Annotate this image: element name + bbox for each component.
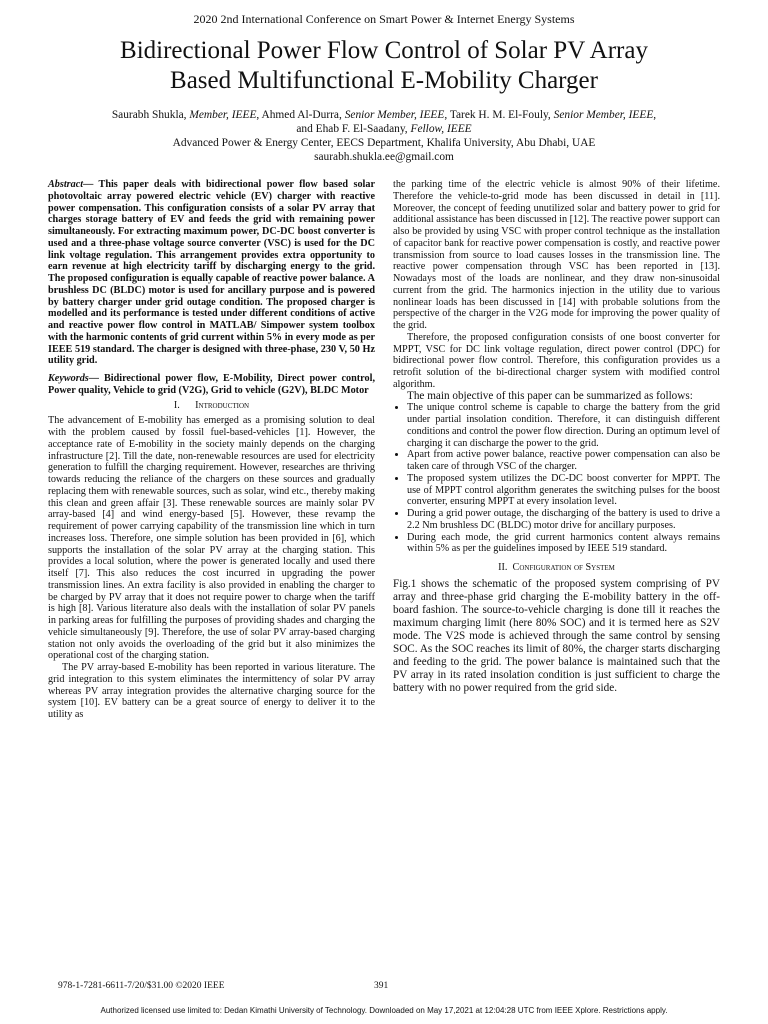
list-item: • During each mode, the grid current harmonics content always remains within 5% as per the guidelines imposed by IEEE 519 standard. (407, 532, 720, 556)
conference-name: 2020 2nd International Conference on Smart Power & Internet Energy Systems (193, 12, 575, 26)
affiliation: Advanced Power & Energy Center, EECS Department, Khalifa University, Abu Dhabi, UAE (172, 137, 596, 149)
author-separator: , (653, 109, 657, 121)
section-title: Introduction (195, 399, 250, 411)
left-column (48, 179, 375, 721)
abstract-dash: — (83, 179, 94, 190)
author-name: , Ahmed Al-Durra, (256, 109, 345, 121)
author-line-1 (40, 108, 728, 122)
license-notice: Authorized licensed use limited to: Dedan Kimathi University of Technology. Downloaded on May 17,2021 at 12:04:28 UTC from IEEE Xplore. Restrictions apply. (100, 1006, 668, 1015)
objectives-list (393, 402, 720, 555)
intro-paragraph-5: The main objective of this paper can be summarized as follows: (407, 389, 693, 402)
abstract-text: This paper deals with bidirectional power flow based solar photovoltaic array powered electric vehicle (EV) charger with reactive power compensation. This configuration consists of a solar PV array that charges storage battery of EV and feeds the grid with remaining power simultaneously. For extracting maximum power, DC-DC boost converter is used and a three-phase voltage source converter (VSC) is used for the DC link voltage regulation. This arrangement provides extra opportunity to earn revenue at high electricity tariff by discharging energy to the grid. The proposed configuration is equally capable of reactive power balance. A brushless DC (BLDC) motor is used for ancillary purpose and is powered by battery charger under grid outage condition. The proposed charger is modelled and its performance is tested under different conditions of active and reactive power flow control in MATLAB/ Simpower system toolbox with the harmonic contents of grid current within 5% in every mode as per IEEE 519 standard. The charger is designed with three-phase, 230 V, 50 Hz utility grid. (48, 179, 375, 367)
title-line-2: Based Multifunctional E-Mobility Charger (170, 67, 598, 94)
intro-paragraph-1: The advancement of E-mobility has emerged as a promising solution to deal with the problem caused by fossil fuel-based-vehicles [1]. However, the acceptance rate of E-mobility in the society mainly depends on the charging infrastructure [2]. Till the date, non-renewable resources are used for electricity generation to fulfill the charging requirement. However, researches are thriving towards reducing the reliance of the chargers on these sources and gradually replacing them with renewable sources, such as solar, wind etc., thereby making this clean and green affair [3]. These renewable sources are mainly solar PV array-based [4] and wind energy-based [5]. However, these revamp the requirement of power carrying capability of the transmission line which in turn increases loss. Therefore, one simple solution has been provided in [6], which supports the installation of the solar PV array at the charging station. This provides a local solution, where the power is generated locally and used there itself [7]. This also reduces the cost incurred in upgrading the power transmission lines. An extra facility is also provided in enabling the charger to be charged by PV array that it does not require power to charge when the tariff is high [8]. Various literature also deals with the installation of solar PV panels in parking areas for fulfilling the purposes of providing shades and charging the vehicle simultaneously [9]. Therefore, the use of solar PV array-based charging station not only avoids the overloading of the grid but it also minimizes the operational cost of the charging station. (48, 415, 375, 662)
author-role: Senior Member, IEEE (553, 109, 654, 121)
list-item: • During a grid power outage, the discharging of the battery is used to drive a 2.2 Nm brushless DC (BLDC) motor drive for ancillary purposes. (407, 508, 720, 532)
author-block (40, 108, 728, 164)
page-number: 391 (374, 981, 389, 991)
author-role: Fellow, IEEE (410, 123, 472, 135)
section-heading-introduction (48, 400, 375, 412)
section-heading-configuration (393, 562, 720, 574)
list-item: • Apart from active power balance, reactive power compensation can also be taken care of through VSC of the charger. (407, 449, 720, 473)
right-column (393, 179, 720, 695)
author-name: , Tarek H. M. El-Fouly, (444, 109, 554, 121)
config-paragraph-1: Fig.1 shows the schematic of the proposed system comprising of PV array and three-phase grid charging the E-mobility battery in the off-board fashion. The source-to-vehicle charging is done till it reaches the maximum charging limit (here 80% SOC) and it is termed here as S2V mode. The V2S mode is achieved through the same control by sensing SOC. As the SOC reaches its limit of 80%, the charger starts discharging and feeding to the grid. The power balance is maintained such that the PV array in its rated insolation condition is just sufficient to charge the battery with no power required from the grid side. (393, 577, 720, 694)
intro-paragraph-3: the parking time of the electric vehicle is almost 90% of their lifetime. Therefore the vehicle-to-grid mode has been discussed in detail in [11]. Moreover, the concept of feeding unutilized solar and battery power to grid for additional assistance has been discussed in [12]. The reactive power support can also be provided by using VSC with proper control technique as the installation of capacitor bank for reactive power compensation is costly, and reactive power transmission from source to load causes losses in the transmission line. The reactive power compensation through VSC has been reported in [13]. Nowadays most of the loads are nonlinear, and they draw non-sinusoidal current from the grid. The harmonics injection in the utility due to various nonlinear loads has been discussed in [14] with probable solutions from the perspective of the charger in the V2G mode for improving the power quality of the grid. (393, 179, 720, 331)
section-number: II. (498, 562, 508, 573)
isbn-line: 978-1-7281-6611-7/20/$31.00 ©2020 IEEE (58, 981, 225, 991)
paper-title (30, 36, 738, 96)
list-item: • The proposed system utilizes the DC-DC boost converter for MPPT. The use of MPPT control algorithm generates the switching pulses for the boost converter, ensuring MPPT at every insolation level. (407, 473, 720, 508)
keywords-label: Keywords (48, 373, 89, 384)
author-name: Saurabh Shukla, (111, 109, 190, 121)
abstract (48, 179, 375, 367)
abstract-label: Abstract (48, 179, 84, 190)
section-number: I. (173, 399, 180, 411)
author-role: Senior Member, IEEE (344, 109, 445, 121)
intro-paragraph-4: Therefore, the proposed configuration consists of one boost converter for MPPT, VSC for DC link voltage regulation, direct power control (DPC) for bidirectional power flow control. Therefore, this configuration provides us a retrofit solution of the bi-directional charger system with modified control algorithm. (393, 331, 720, 390)
author-email: saurabh.shukla.ee@gmail.com (314, 151, 454, 163)
intro-paragraph-2: The PV array-based E-mobility has been reported in various literature. The grid integration to this system eliminates the intermittency of solar PV array whereas PV array integration provides the alternative charging source for the system [10]. EV battery can be a great source of energy to deliver it to the utility as (48, 662, 375, 720)
keywords-text: — Bidirectional power flow, E-Mobility, Direct power control, Power quality, Vehicle to grid (V2G), Grid to vehicle (G2V), BLDC Motor (48, 373, 375, 396)
section-title: Configuration of System (512, 562, 615, 573)
list-item: • The unique control scheme is capable to charge the battery from the grid under partial insolation condition. Therefore, it can distinguish different conditions and control the power flow direction. During an optimum level of charging it can discharge the power to the grid. (407, 402, 720, 449)
author-role: Member, IEEE (189, 109, 257, 121)
title-line-1: Bidirectional Power Flow Control of Solar PV Array (120, 37, 648, 64)
author-line-2 (40, 122, 728, 136)
keywords (48, 373, 375, 397)
author-name: and Ehab F. El-Saadany, (296, 123, 411, 135)
